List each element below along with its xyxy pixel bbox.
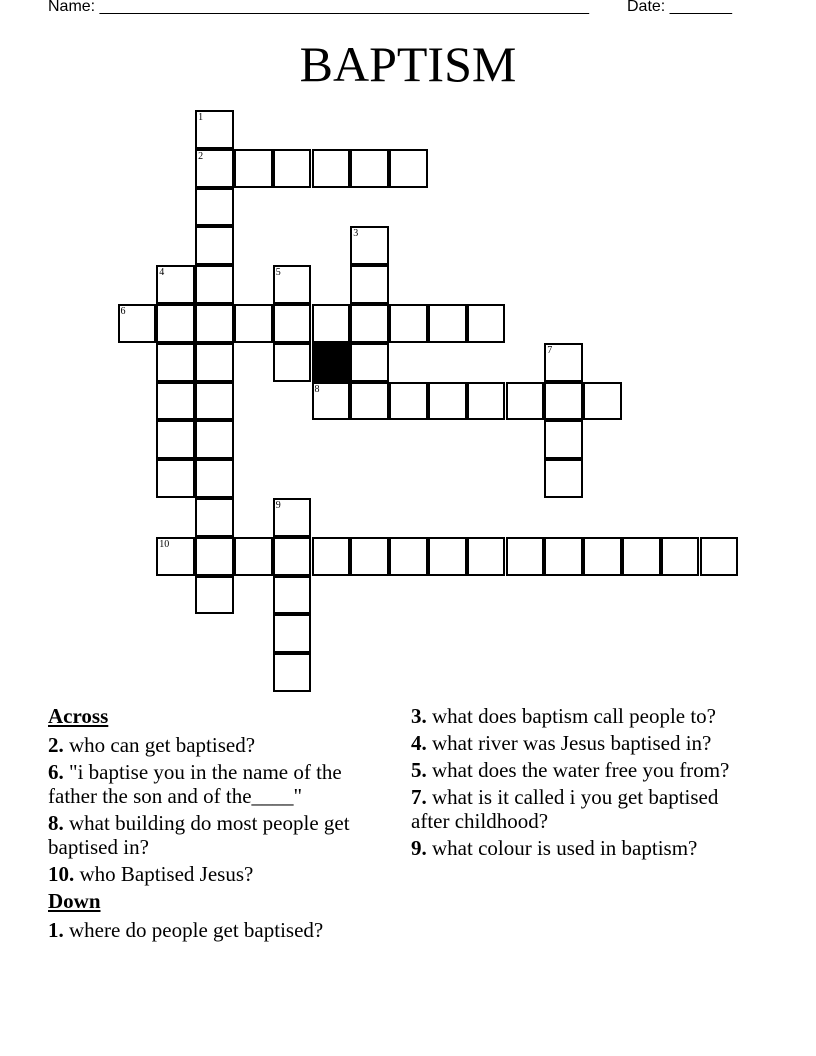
down-heading: Down [48,889,101,913]
grid-cell[interactable] [195,265,234,304]
clue-text: what colour is used in baptism? [432,836,698,860]
grid-cell[interactable] [583,537,622,576]
clue-down-1 [48,918,393,942]
grid-cell[interactable] [273,576,312,615]
grid-cell[interactable] [700,537,739,576]
grid-cell[interactable] [428,537,467,576]
grid-cell[interactable] [195,304,234,343]
grid-cell[interactable] [195,382,234,421]
clue-down-3 [411,704,751,728]
clue-text: what does the water free you from? [432,758,730,782]
grid-cell[interactable] [273,653,312,692]
grid-cell[interactable] [273,614,312,653]
clue-number-label: 6 [120,306,126,317]
page-title: BAPTISM [299,36,517,92]
clue-text: what does baptism call people to? [432,704,717,728]
grid-cell[interactable] [156,265,195,304]
clue-number-label: 7 [547,344,553,356]
grid-cell[interactable] [118,304,157,343]
grid-cell[interactable] [622,537,661,576]
clue-number: 4. [411,731,427,755]
clue-number-label: 8 [314,383,320,395]
grid-cell[interactable] [156,343,195,382]
grid-cell[interactable] [544,420,583,459]
clue-text: what is it called i you get baptised after childhood? [411,785,719,833]
grid-cell[interactable] [195,110,234,149]
grid-cell[interactable] [506,537,545,576]
grid-cell[interactable] [156,304,195,343]
grid-cell[interactable] [156,459,195,498]
clue-number: 2. [48,733,64,757]
grid-cell[interactable] [389,149,428,188]
clue-text: "i baptise you in the name of the father the son and of the____" [48,760,342,808]
grid-cell[interactable] [273,537,312,576]
clue-number-label: 10 [159,538,170,550]
grid-cell[interactable] [195,149,234,188]
clue-number: 1. [48,918,64,942]
black-cell [312,343,351,382]
clue-number: 3. [411,704,427,728]
grid-cell[interactable] [350,382,389,421]
clue-text: what river was Jesus baptised in? [432,731,712,755]
grid-cell[interactable] [389,382,428,421]
grid-cell[interactable] [544,537,583,576]
clue-text: who can get baptised? [69,733,256,757]
clue-number: 9. [411,836,427,860]
grid-cell[interactable] [506,382,545,421]
grid-cell[interactable] [195,459,234,498]
grid-cell[interactable] [312,149,351,188]
grid-cell[interactable] [195,226,234,265]
grid-cell[interactable] [156,537,195,576]
clue-number-label: 1 [198,112,204,123]
grid-cell[interactable] [273,149,312,188]
clue-across-6 [48,760,393,808]
clue-number-label: 5 [275,267,281,279]
grid-cell[interactable] [583,382,622,421]
date-label: Date: _______ [627,0,732,15]
grid-cell[interactable] [273,304,312,343]
grid-cell[interactable] [156,420,195,459]
clue-across-8 [48,811,393,859]
clue-down-9 [411,836,751,860]
grid-cell[interactable] [389,537,428,576]
across-heading: Across [48,704,109,728]
grid-cell[interactable] [350,304,389,343]
grid-cell[interactable] [544,343,583,382]
grid-cell[interactable] [467,537,506,576]
grid-cell[interactable] [312,304,351,343]
clue-number: 7. [411,785,427,809]
grid-cell[interactable] [350,537,389,576]
grid-cell[interactable] [467,304,506,343]
grid-cell[interactable] [544,382,583,421]
clue-text: what building do most people get baptised in? [48,811,350,859]
grid-cell[interactable] [312,537,351,576]
grid-cell[interactable] [350,149,389,188]
grid-cell[interactable] [156,382,195,421]
grid-cell[interactable] [428,304,467,343]
clue-number: 6. [48,760,64,784]
grid-cell[interactable] [467,382,506,421]
clue-number: 8. [48,811,64,835]
clue-down-7 [411,785,751,833]
clues-right-column [411,704,751,863]
clue-down-4 [411,731,751,755]
clues-left-column [48,704,393,945]
grid-cell[interactable] [195,188,234,227]
clue-number-label: 2 [198,150,204,162]
grid-cell[interactable] [661,537,700,576]
grid-cell[interactable] [350,343,389,382]
grid-cell[interactable] [428,382,467,421]
grid-cell[interactable] [273,343,312,382]
grid-cell[interactable] [234,149,273,188]
grid-cell[interactable] [312,382,351,421]
clue-number: 10. [48,862,75,886]
grid-cell[interactable] [195,498,234,537]
grid-cell[interactable] [195,343,234,382]
grid-cell[interactable] [273,265,312,304]
clue-text: who Baptised Jesus? [79,862,254,886]
grid-cell[interactable] [234,304,273,343]
clue-number-label: 9 [275,500,281,511]
clue-number-label: 3 [353,228,359,240]
clue-down-5 [411,758,751,782]
clue-text: where do people get baptised? [69,918,324,942]
grid-cell[interactable] [389,304,428,343]
clue-across-10 [48,862,393,886]
grid-cell[interactable] [350,226,389,265]
grid-cell[interactable] [544,459,583,498]
grid-cell[interactable] [195,576,234,615]
grid-cell[interactable] [273,498,312,537]
clue-number: 5. [411,758,427,782]
grid-cell[interactable] [234,537,273,576]
grid-cell[interactable] [195,537,234,576]
grid-cell[interactable] [350,265,389,304]
name-label: Name: _______________________________________________________ [48,0,589,15]
clue-number-label: 4 [159,267,165,279]
clue-across-2 [48,733,393,757]
grid-cell[interactable] [195,420,234,459]
